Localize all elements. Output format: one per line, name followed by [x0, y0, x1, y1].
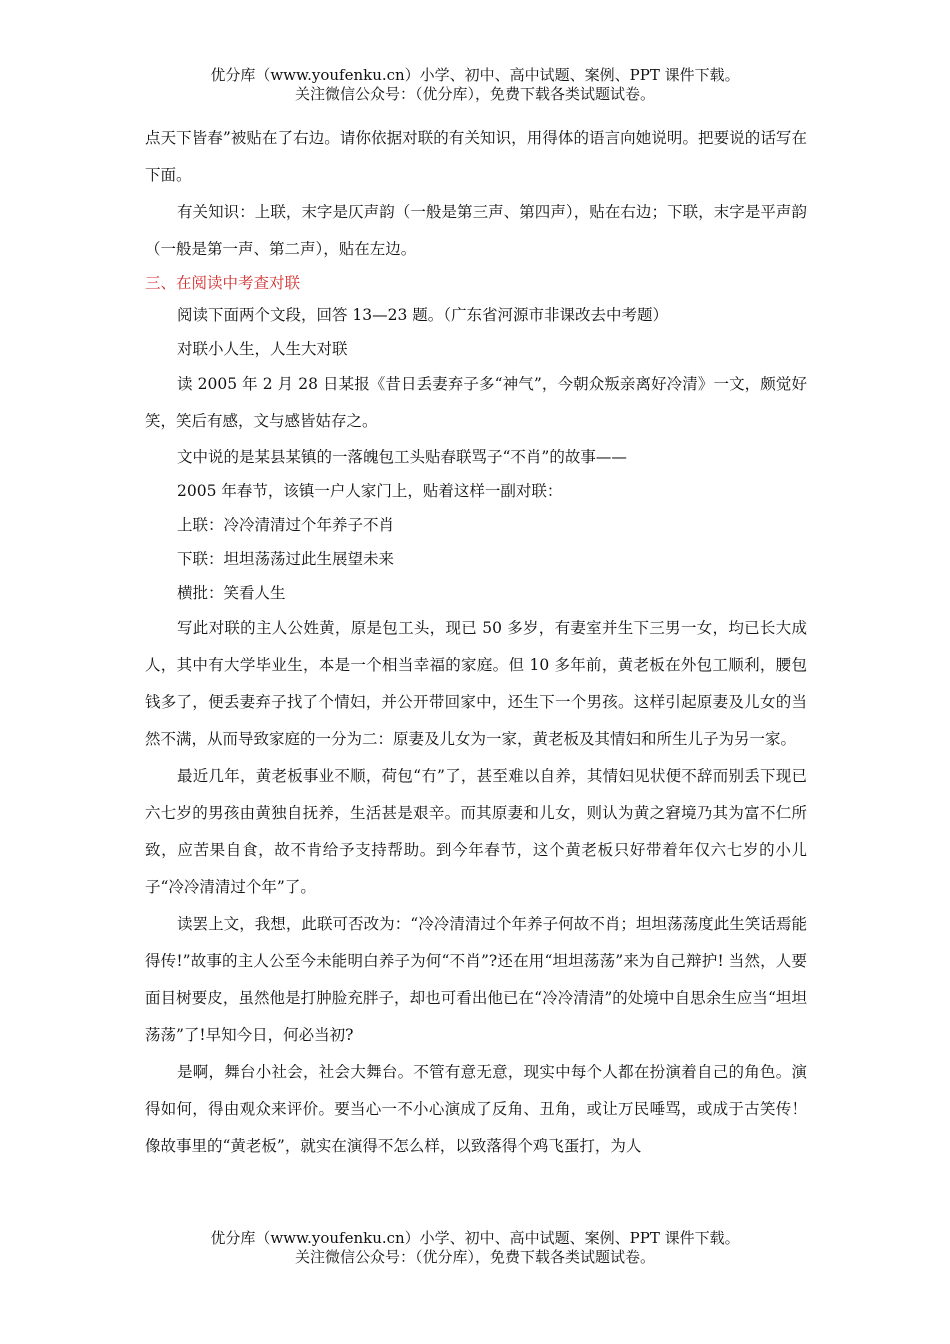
document-body: [145, 120, 807, 1165]
header-line-2: 关注微信公众号：（优分库），免费下载各类试题试卷。: [294, 85, 655, 103]
paragraph-3: 2005 年春节，该镇一户人家门上，贴着这样一副对联：: [177, 482, 563, 500]
reading-intro: 阅读下面两个文段，回答 13—23 题。（广东省河源市非课改去中考题）: [177, 306, 669, 324]
page-footer: [0, 1229, 950, 1267]
paragraph-knowledge: 有关知识：上联，末字是仄声韵（一般是第三声、第四声），贴在右边；下联，末字是平声韵（一般是第一声、第二声），贴在左边。: [145, 203, 807, 258]
couplet-lower: 下联：坦坦荡荡过此生展望未来: [177, 550, 395, 568]
page-header: [0, 66, 950, 104]
paragraph-continuation: 点天下皆春”被贴在了右边。请你依据对联的有关知识，用得体的语言向她说明。把要说的话写在下面。: [145, 129, 807, 184]
couplet-horizontal: 横批：笑看人生: [177, 584, 286, 602]
paragraph-6: 读罢上文，我想，此联可否改为：“冷冷清清过个年养子何故不肖；坦坦荡荡度此生笑话焉能得传!”故事的主人公至今未能明白养子为何“不肖”?还在用“坦坦荡荡”来为自己辩护! 当然，人要面目树要皮，虽然他是打肿脸充胖子，却也可看出他已在“冷冷清清”的处境中自思余生应当“坦坦荡荡”了!早知今日，何必当初?: [145, 915, 807, 1044]
couplet-upper: 上联：冷冷清清过个年养子不肖: [177, 516, 395, 534]
footer-line-1: 优分库（www.youfenku.cn）小学、初中、高中试题、案例、PPT 课件下载。: [210, 1229, 740, 1247]
article-title: 对联小人生，人生大对联: [177, 340, 348, 358]
footer-line-2: 关注微信公众号：（优分库），免费下载各类试题试卷。: [294, 1248, 655, 1266]
paragraph-5: 最近几年，黄老板事业不顺，荷包“冇”了，甚至难以自养，其情妇见状便不辞而别丢下现已六七岁的男孩由黄独自抚养，生活甚是艰辛。而其原妻和儿女，则认为黄之窘境乃其为富不仁所致，应苦果自食，故不肯给予支持帮助。到今年春节，这个黄老板只好带着年仅六七岁的小儿子“冷冷清清过个年”了。: [145, 767, 807, 896]
header-line-1: 优分库（www.youfenku.cn）小学、初中、高中试题、案例、PPT 课件下载。: [210, 66, 740, 84]
paragraph-7: 是啊，舞台小社会，社会大舞台。不管有意无意，现实中每个人都在扮演着自己的角色。演得如何，得由观众来评价。要当心一不小心演成了反角、丑角，或让万民唾骂，或成于古笑传！像故事里的“黄老板”，就实在演得不怎么样，以致落得个鸡飞蛋打，为人: [145, 1063, 807, 1155]
section-title: 三、在阅读中考查对联: [145, 274, 301, 292]
paragraph-1: 读 2005 年 2 月 28 日某报《昔日丢妻弃子多“神气”，今朝众叛亲离好冷清》一文，颇觉好笑，笑后有感，文与感皆姑存之。: [145, 375, 807, 430]
paragraph-4: 写此对联的主人公姓黄，原是包工头，现已 50 多岁，有妻室并生下三男一女，均已长大成人，其中有大学毕业生，本是一个相当幸福的家庭。但 10 多年前，黄老板在外包工顺利，腰包钱多了，便丢妻弃子找了个情妇，并公开带回家中，还生下一个男孩。这样引起原妻及儿女的当然不满，从而导致家庭的一分为二：原妻及儿女为一家，黄老板及其情妇和所生儿子为另一家。: [145, 619, 807, 748]
paragraph-2: 文中说的是某县某镇的一落魄包工头贴春联骂子“不肖”的故事——: [177, 448, 627, 466]
